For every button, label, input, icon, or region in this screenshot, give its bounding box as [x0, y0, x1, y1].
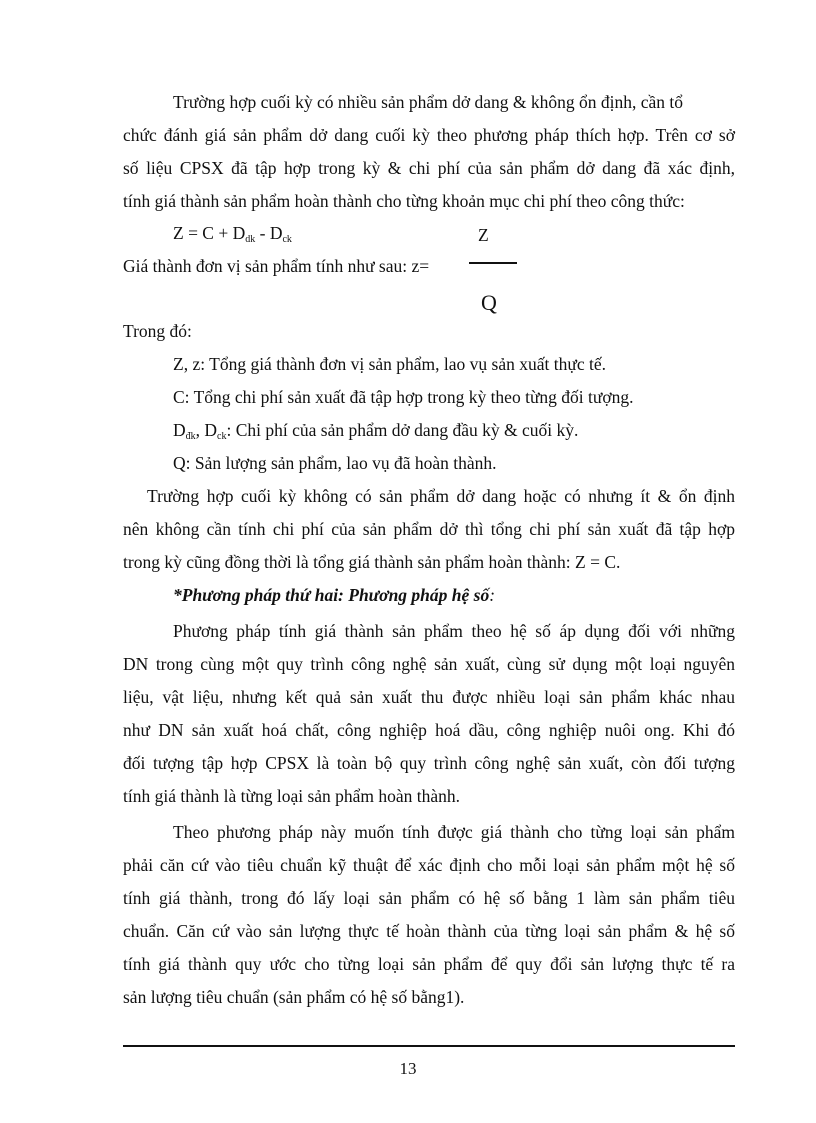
para1-line2: chức đánh giá sản phẩm dở dang cuối kỳ theo phương pháp thích hợp. Trên cơ sở: [123, 125, 735, 145]
para3-line5: đối tượng tập hợp CPSX là toàn bộ quy trình công nghệ sản xuất, còn đối tượng: [123, 753, 735, 773]
para4-line5: tính giá thành quy ước cho từng loại sản phẩm để quy đổi sản lượng thực tế ra: [123, 954, 735, 974]
def-d-prefix: D: [173, 420, 186, 440]
para4-line6: sản lượng tiêu chuẩn (sản phẩm có hệ số bằng1).: [123, 987, 465, 1007]
formula-minus: - D: [255, 223, 283, 243]
para2-line3: trong kỳ cũng đồng thời là tổng giá thành sản phẩm hoàn thành: Z = C.: [123, 552, 621, 572]
para4-line3: tính giá thành, trong đó lấy loại sản phẩm có hệ số bằng 1 làm sản phẩm tiêu: [123, 888, 735, 908]
para4-line1: Theo phương pháp này muốn tính được giá thành cho từng loại sản phẩm: [173, 822, 735, 842]
fraction-numerator: Z: [478, 225, 489, 245]
trong-do-label: Trong đó:: [123, 321, 192, 341]
page-number: 13: [399, 1059, 417, 1078]
para1-line1: Trường hợp cuối kỳ có nhiều sản phẩm dở dang & không ổn định, cần tổ: [173, 92, 684, 112]
footer-rule: [123, 1045, 735, 1047]
para2-line1: Trường hợp cuối kỳ không có sản phẩm dở dang hoặc có nhưng ít & ổn định: [147, 486, 735, 506]
para4-line2: phải căn cứ vào tiêu chuẩn kỹ thuật để xác định cho mỗi loại sản phẩm một hệ số: [123, 855, 735, 875]
formula-sub-ck: ck: [282, 234, 292, 245]
def-d-mid: , D: [195, 420, 218, 440]
para1-line4: tính giá thành sản phẩm hoàn thành cho từng khoản mục chi phí theo công thức:: [123, 191, 685, 211]
para3-line3: liệu, vật liệu, nhưng kết quả sản xuất thu được nhiều loại sản phẩm khác nhau: [123, 687, 735, 707]
para3-line6: tính giá thành là từng loại sản phẩm hoàn thành.: [123, 786, 461, 806]
para2-line2: nên không cần tính chi phí của sản phẩm dở thì tổng chi phí sản xuất đã tập hợp: [123, 519, 735, 539]
para3-line4: như DN sản xuất hoá chất, công nghiệp hoá dầu, công nghiệp nuôi ong. Khi đó: [123, 720, 735, 740]
formula-lhs: Z = C + D: [173, 223, 246, 243]
para3-line1: Phương pháp tính giá thành sản phẩm theo hệ số áp dụng đối với những: [173, 621, 735, 641]
unit-price-text: Giá thành đơn vị sản phẩm tính như sau: z=: [123, 256, 430, 276]
fraction-bar: [469, 262, 517, 264]
formula-sub-dk: dk: [245, 234, 256, 245]
def-c: C: Tổng chi phí sản xuất đã tập hợp trong kỳ theo từng đối tượng.: [173, 387, 634, 407]
def-d: [173, 419, 578, 441]
fraction-denominator: Q: [481, 290, 497, 315]
def-z: Z, z: Tổng giá thành đơn vị sản phẩm, lao vụ sản xuất thực tế.: [173, 354, 606, 374]
method2-heading-colon: :: [489, 585, 496, 605]
para4-line4: chuẩn. Căn cứ vào sản lượng thực tế hoàn thành của từng loại sản phẩm & hệ số: [123, 921, 735, 941]
def-d-sub2: ck: [217, 431, 227, 442]
def-d-sub1: đk: [185, 431, 196, 442]
def-q: Q: Sản lượng sản phẩm, lao vụ đã hoàn thành.: [173, 453, 497, 473]
method2-heading: [173, 584, 495, 606]
para1-line3: số liệu CPSX đã tập hợp trong kỳ & chi phí của sản phẩm dở dang đã xác định,: [123, 158, 735, 178]
def-d-rest: : Chi phí của sản phẩm dở dang đầu kỳ & cuối kỳ.: [226, 420, 579, 440]
formula-total-cost: [173, 222, 292, 244]
para3-line2: DN trong cùng một quy trình công nghệ sản xuất, cùng sử dụng một loại nguyên: [123, 654, 735, 674]
method2-heading-text: *Phương pháp thứ hai: Phương pháp hệ số: [173, 585, 490, 605]
